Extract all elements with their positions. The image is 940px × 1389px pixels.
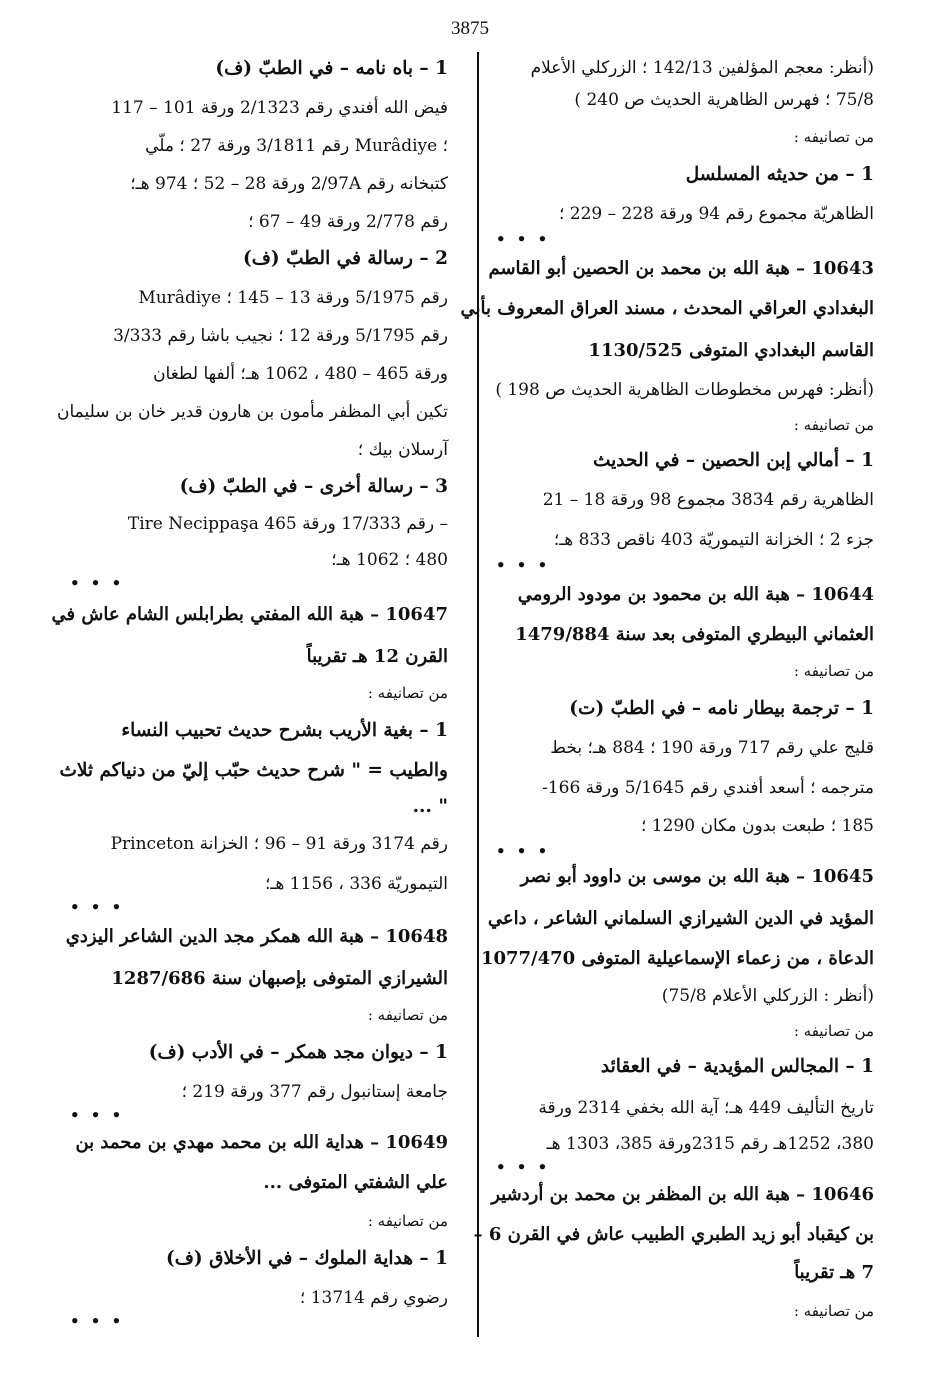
bibliography-line: 75/8 ؛ فهرس الظاهرية الحديث ص 240 ) [574, 90, 874, 110]
author-entry: 10643 – هبة الله بن محمد بن الحصين أبو القاسم [488, 258, 874, 279]
work-title: 2 – رسالة في الطبّ (ف) [242, 248, 448, 269]
work-title: 1 – من حديثه المسلسل [685, 164, 874, 185]
manuscript-line: 480 ؛ 1062 هـ؛ [331, 550, 448, 570]
manuscript-line: تاريخ التأليف 449 هـ؛ آية الله بخفي 2314 ورقة [538, 1098, 874, 1118]
works-heading: من تصانيفه : [367, 1212, 448, 1230]
author-entry: القاسم البغدادي المتوفى 1130/525 [588, 340, 874, 361]
bibliography-line: (أنظر: فهرس مخطوطات الظاهرية الحديث ص 198 ) [495, 380, 874, 400]
work-title: 1 – ديوان مجد همكر – في الأدب (ف) [148, 1042, 448, 1063]
author-entry: 10644 – هبة الله بن محمود بن مودود الرومي [517, 584, 874, 605]
work-title: 1 – بغية الأريب بشرح حديث تحبيب النساء [121, 720, 448, 741]
works-heading: من تصانيفه : [367, 1006, 448, 1024]
manuscript-line: ؛ Murâdiye رقم 3/1811 ورقة 27 ؛ ملّي [145, 136, 448, 156]
column-divider [477, 52, 479, 1337]
manuscript-line: قليج علي رقم 717 ورقة 190 ؛ 884 هـ؛ بخط [550, 738, 874, 758]
bibliography-line: (أنظر: معجم المؤلفين 142/13 ؛ الزركلي الأعلام [530, 58, 874, 78]
manuscript-line: الظاهريّة مجموع رقم 94 ورقة 228 – 229 ؛ [558, 204, 874, 224]
manuscript-line: تكين أبي المظفر مأمون بن هارون قدير خان بن سليمان [57, 402, 448, 422]
author-entry: بن كيقباد أبو زيد الطبري الطبيب عاش في القرن 6 – [473, 1224, 874, 1245]
manuscript-line: رقم 5/1795 ورقة 12 ؛ نجيب باشا رقم 3/333 [113, 326, 448, 346]
separator-dots: • • • [70, 574, 125, 592]
author-entry: الدعاة ، من زعماء الإسماعيلية المتوفى 1077/470 [480, 948, 874, 969]
author-entry: القرن 12 هـ تقريباً [306, 646, 448, 667]
separator-dots: • • • [496, 1158, 551, 1176]
bibliography-line: (أنظر : الزركلي الأعلام 75/8) [661, 986, 874, 1006]
works-heading: من تصانيفه : [793, 1022, 874, 1040]
manuscript-line: التيموريّة 336 ، 1156 هـ؛ [264, 874, 448, 894]
manuscript-line: 185 ؛ طبعت بدون مكان 1290 ؛ [640, 816, 874, 836]
author-entry: 7 هـ تقريباً [794, 1262, 874, 1283]
manuscript-line: رقم 2/778 ورقة 49 – 67 ؛ [248, 212, 448, 232]
right-column [460, 52, 874, 1342]
author-entry: العثماني البيطري المتوفى بعد سنة 1479/884 [515, 624, 874, 645]
work-title: 1 – المجالس المؤيدية – في العقائد [600, 1056, 874, 1077]
author-entry: 10647 – هبة الله المفتي بطرابلس الشام عاش في [51, 604, 448, 625]
left-column [51, 52, 448, 1342]
author-entry: علي الشفتي المتوفى ... [263, 1172, 448, 1193]
manuscript-line: جامعة إستانبول رقم 377 ورقة 219 ؛ [181, 1082, 448, 1102]
works-heading: من تصانيفه : [367, 684, 448, 702]
manuscript-line: مترجمه ؛ أسعد أفندي رقم 5/1645 ورقة 166- [542, 778, 874, 798]
manuscript-line: Murâdiye رقم 5/1975 ورقة 13 – 145 ؛ [138, 288, 448, 308]
separator-dots: • • • [496, 556, 551, 574]
manuscript-line: كتبخانه رقم 2/97A ورقة 28 – 52 ؛ 974 هـ؛ [130, 174, 448, 194]
work-title: 1 – ترجمة بيطار نامه – في الطبّ (ت) [569, 698, 874, 719]
author-entry: المؤيد في الدين الشيرازي السلماني الشاعر ، داعي [487, 908, 874, 929]
manuscript-line: ورقة 465 – 480 ، 1062 هـ؛ ألفها لطغان [153, 364, 448, 384]
manuscript-line: آرسلان بيك ؛ [357, 440, 448, 460]
manuscript-line: الظاهرية رقم 3834 مجموع 98 ورقة 18 – 21 [542, 490, 874, 510]
separator-dots: • • • [496, 842, 551, 860]
manuscript-line: جزء 2 ؛ الخزانة التيموريّة 403 ناقص 833 هـ؛ [553, 530, 874, 550]
manuscript-line: Princeton رقم 3174 ورقة 91 – 96 ؛ الخزانة [110, 834, 448, 854]
manuscript-line: رضوي رقم 13714 ؛ [299, 1288, 448, 1308]
manuscript-line: 380، 1252هـ رقم 2315ورقة 385، 1303 هـ [546, 1134, 874, 1154]
author-entry: 10649 – هداية الله بن محمد مهدي بن محمد بن [75, 1132, 448, 1153]
author-entry: 10646 – هبة الله بن المظفر بن محمد بن أردشير [491, 1184, 874, 1205]
works-heading: من تصانيفه : [793, 662, 874, 680]
author-entry: الشيرازي المتوفى بإصبهان سنة 1287/686 [111, 968, 448, 989]
work-title: والطيب = " شرح حديث حبّب إليّ من دنياكم ثلاث [59, 760, 448, 781]
separator-dots: • • • [70, 1106, 125, 1124]
works-heading: من تصانيفه : [793, 1302, 874, 1320]
separator-dots: • • • [70, 1312, 125, 1330]
author-entry: البغدادي العراقي المحدث ، مسند العراق المعروف بأبي [460, 298, 874, 319]
work-title: ... " [412, 796, 448, 817]
author-entry: 10645 – هبة الله بن موسى بن داوود أبو نصر [520, 866, 874, 887]
work-title: 3 – رسالة أخرى – في الطبّ (ف) [179, 476, 448, 497]
work-title: 1 – باه نامه – في الطبّ (ف) [215, 58, 448, 79]
manuscript-line: فيض الله أفندي رقم 2/1323 ورقة 101 – 117 [111, 98, 448, 118]
work-title: 1 – أمالي إبن الحصين – في الحديث [592, 450, 874, 471]
works-heading: من تصانيفه : [793, 416, 874, 434]
author-entry: 10648 – هبة الله همكر مجد الدين الشاعر اليزدي [65, 926, 448, 947]
works-heading: من تصانيفه : [793, 128, 874, 146]
separator-dots: • • • [496, 230, 551, 248]
separator-dots: • • • [70, 898, 125, 916]
work-title: 1 – هداية الملوك – في الأخلاق (ف) [165, 1248, 448, 1269]
page-number: 3875 [451, 18, 489, 39]
manuscript-line: Tire Necippaşa رقم 17/333 ورقة 465 – [127, 514, 448, 534]
